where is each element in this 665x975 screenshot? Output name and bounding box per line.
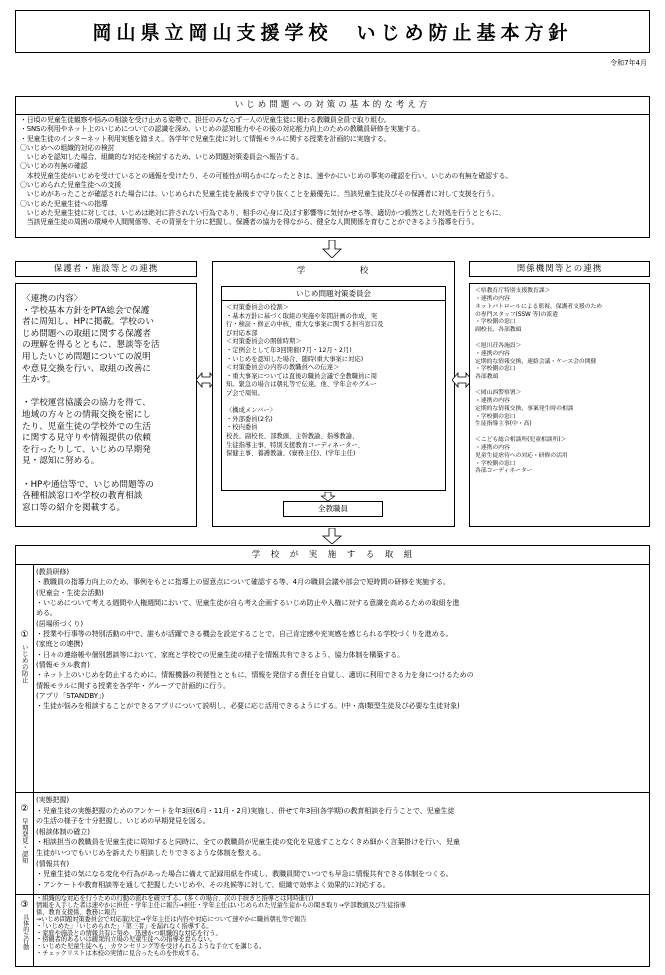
issue-date: 令和7年4月: [610, 59, 647, 67]
committee-box: [221, 286, 446, 491]
arrow-down-icon: [322, 528, 342, 544]
actions-heading: 学 校 が 実 施 す る 取 組: [16, 546, 649, 565]
action-row-title: いじめの防止: [20, 643, 29, 683]
parents-facilities-heading: 保護者・施設等との連携: [53, 264, 159, 274]
school-section: [212, 261, 455, 527]
agencies-section: [469, 283, 650, 527]
action-row-label: [16, 895, 34, 966]
committee-title: いじめ問題対策委員会: [222, 287, 445, 301]
agencies-heading: 関係機関等との連携: [516, 264, 603, 274]
action-row-body: (実態把握) ・児童生徒の実態把握のためのアンケートを年3回(6月・11月・2月)実施し、併せて年3回(各学期)の教育相談を行うことで、児童生徒 の生活の様子を十分把握し、いじめの早期発見を図る。 (相談体制の確立) ・相談担当の教職員を児童生徒に周知すると同時に、全ての教職員が児童生徒の変化を見逃すことなくきめ細かく言葉掛けを行い、児童 生徒がいつでもいじめを訴えたり相談したりできるような体制を整える。 (情報共有) ・児童生徒の気になる変化や行為があった場合に備えて記録用紙を作成し、教職員間でいつでも早急に情報共有できる体制をつくる。 ・アンケートや教育相談等を通して把握したいじめや、その兆候等に対して、組織で効率よく効果的に対応する。: [36, 795, 460, 889]
arrow-down-icon: [322, 240, 342, 258]
action-row: [16, 895, 649, 966]
action-row-label: [16, 565, 34, 792]
parents-facilities-section: [15, 283, 197, 527]
action-row-number: ②: [20, 804, 29, 814]
action-row-label: [16, 793, 34, 894]
agencies-body: ＜県教育庁特別支援教育課＞ ・連携の内容 ネットパトロールによる監視、保護者支援のため の専門スタッフ(SSW 等)の派遣 ・学校側の窓口 副校長、各部教頭 ＜旭川荘各施設＞ ・連携の内容 定期的な情報交換、連絡会議・ケース会の開催 ・学校側の窓口 各部教頭 ＜岡山西警察署＞ ・連携の内容 定期的な情報交換、事案発生時の相談 ・学校側の窓口 生徒指導主事(中・高) ＜こども総合相談所(児童相談所)＞ ・連携の内容 児童生徒虐待への対応・研修の活用 ・学校側の窓口 各部コーディネーター: [475, 288, 603, 475]
basic-approach-section: [15, 96, 650, 238]
page-title: 岡山県立岡山支援学校 いじめ防止基本方針: [15, 10, 650, 53]
action-row-body: (教員研修) ・教職員の指導力向上のため、事例をもとに指導上の留意点について確認する等、4月の職員会議や部会で短時間の研修を実施する。 (児童会・生徒会活動) ・いじめについて考える週間や人権週間において、児童生徒が自ら考え企画するいじめ防止や人権に対する意識を高めるための取組を進 める。 (居場所づくり) ・授業や行事等の特別活動の中で、誰もが活躍できる機会を設定することで、自己肯定感や充実感を感じられる学校づくりを進める。 (家庭との連携) ・日々の連絡帳や個別懇談等において、家庭と学校での児童生徒の様子を情報共有できるよう、協力体制を構築する。 (情報モラル教育) ・ネット上のいじめを防止するために、情報機器の利便性とともに、情報を発信する責任を自覚し、適切に利用できる力を身につけるための 情報モラルに関する授業を各学年・グループで計画的に行う。 (アプリ「STANDBY」) ・生徒が悩みを相談することができるアプリについて説明し、必要に応じ活用できるようにする。(中・高Ⅰ類型生徒及び必要な生徒対象): [36, 567, 474, 711]
school-heading: 学 校: [296, 266, 371, 276]
action-row-title: 早期発見・認知: [20, 817, 29, 863]
basic-approach-body: ・日頃の児童生徒観察や悩みの相談を受け止める姿勢で、担任のみならず一人の児童生徒に関わる教職員全員で取り組む。 ・SNSの利用やネット上のいじめについての認識を深め、いじめの認知能力やその後の対応能力向上のための教職員研修を実施する。 ・児童生徒のインターネット利用実態を踏まえ、各学年で児童生徒に対して情報モラルに関する授業を計画的に実施する。 〇いじめへの組織的対応の検討 いじめを認知した場合、組織的な対応を検討するため、いじめ問題対策委員会へ報告する。 〇いじめの有無の確認 本校児童生徒がいじめを受けているとの通報を受けたり、その可能性が明らかになったときは、速やかにいじめの事実の確認を行い、いじめの有無を確認する。 〇いじめられた児童生徒への支援 いじめがあったことが確認された場合には、いじめられた児童生徒を最後まで守り抜くことを最優先に、当該児童生徒及びその保護者に対して支援を行う。 〇いじめた児童生徒への指導 いじめた児童生徒に対しては、いじめは絶対に許されない行為であり、相手の心身に及ぼす影響等に気付かせる等、適切かつ毅然とした対処を行うとともに、 当該児童生徒の周囲の環境や人間関係等、その背景を十分に把握し、保護者の協力を得ながら、健全な人間関係を育むことができるよう指導を行う。: [20, 116, 513, 227]
committee-body: ＜対策委員会の役割＞ ・基本方針に基づく取組の実施や年間計画の作成、実 行・検証・修正の中核、重大な事案に関する担当窓口及 び対応本部 ＜対策委員会の開催時期＞ ・定例会として年3回開催(7月・12月・2月) ・いじめを認知した場合、随時(重大事案に対応) ＜対策委員会の内容の教職員への伝達＞ ・重大事案については直後の職員会議で全教職員に周 知。緊急の場合は朝礼等で伝達。他、学年会やグルー プ会で周知。 〈構成メンバー〉 ・外部委員(2名) ・校内委員 校長、副校長、部教頭、主幹教諭、指導教諭、 生徒指導主事、特別支援教育コーディネーター、 保健主事、養護教諭、(寮務主任)、(学年主任): [226, 304, 384, 458]
action-row-number: ③: [20, 900, 29, 910]
agencies-heading-box: [469, 261, 650, 277]
parents-facilities-heading-box: [15, 261, 197, 277]
all-staff-box: [283, 501, 383, 517]
basic-approach-heading: いじめ問題への対策の基本的な考え方: [16, 97, 649, 115]
action-row-title: 具体的な行動: [21, 913, 29, 950]
action-row-body: ・組織的な対応を行うための行動の流れを確立する。(多くの場合、次の手続きと指導とは同時進行) 情報を入手した者は速やかに担任・学年主任に報告→担任・学年主任はいじめられた児童生徒からの聞き取り→学部教頭及び生徒指導 係、教育支援係、教務に報告 →いじめ問題対策委員会で対応策決定→学年主任は内容や対応について速やかに職員朝礼等で報告 ・「いじめた」「いじめられた」「第三者」を漏れなく指導する。 ・家庭や施設との情報共有に努め、迅速かつ組織的な対応を行う。 ・傍観者的あるいは観衆的立場の児童生徒への指導を怠らない。 ・いじめた児童生徒へも、カウンセリング等を受けられるような手立てを講じる。 ・チェックリストは本校の実情に見合ったものを作成する。: [36, 895, 406, 958]
parents-facilities-body: 〈連携の内容〉 ・学校基本方針をPTA総会で保護 者に周知し、HPに掲載。学校のい じめ問題への取組に関する保護者 の理解を得るとともに、懇談等を活 用したいじめ問題についての説明 や意見交換を行い、取組の改善に 生かす。 ・学校運営協議会の協力を得て、 地域の方々との情報交換を密にし たり、児童生徒の学校外での生活 に関する見守りや情報提供の依頼 を行ったりして、いじめの早期発 見・認知に努める。 ・HPや通信等で、いじめ問題等の 各種相談窓口や学校の教育相談 窓口等の紹介を掲載する。: [22, 294, 160, 513]
action-row: [16, 565, 649, 793]
arrow-down-icon: [321, 492, 335, 501]
action-row: [16, 793, 649, 895]
action-row-number: ①: [20, 630, 29, 640]
actions-section: [15, 545, 650, 967]
all-staff-label: 全教職員: [318, 504, 348, 513]
